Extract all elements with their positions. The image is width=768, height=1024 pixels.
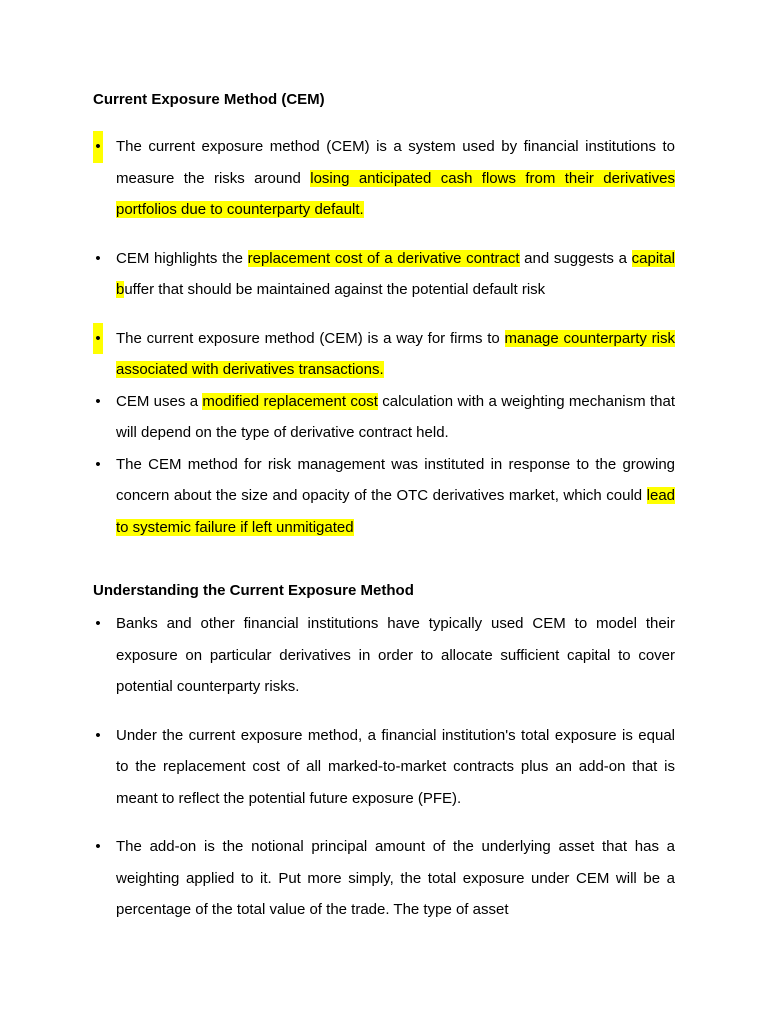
body-text: CEM highlights the (116, 249, 248, 267)
list-item (93, 386, 675, 449)
body-text: CEM uses a (116, 392, 203, 410)
bullet-icon: • (95, 392, 101, 410)
highlighted-text: replacement cost of a derivative contract (247, 249, 520, 267)
bullet-icon: • (95, 249, 101, 267)
section-heading-cem: Current Exposure Method (CEM) (93, 91, 325, 108)
highlighted-text: manage counterparty risk associated with derivatives transactions. (116, 329, 676, 378)
bullet-icon: • (95, 726, 101, 744)
body-text: calculation with a weighting mechanism that will depend on the type of derivative contract held. (116, 392, 675, 441)
bullet-icon: • (95, 615, 101, 632)
bullet-icon: • (95, 838, 101, 855)
body-text: Banks and other financial institutions have typically used CEM to model their exposure on particular derivatives in order to allocate sufficient capital to cover potential counterparty risks. (116, 615, 675, 695)
list-item (93, 323, 675, 386)
body-text: The add-on is the notional principal amount of the underlying asset that has a weighting applied to it. Put more simply, the total exposure under CEM will be a percentage of the total value of the trade. The type of asset (116, 838, 675, 918)
list-item (93, 449, 675, 544)
body-text: The current exposure method (CEM) is a system used by financial institutions to measure the risks around (116, 138, 675, 187)
bullet-list-understanding (93, 608, 675, 926)
body-text: The current exposure method (CEM) is a way for firms to (116, 329, 505, 347)
list-item (93, 720, 675, 815)
body-text: and suggests a (519, 249, 632, 267)
bullet-icon: • (93, 323, 103, 355)
highlighted-text: capital b (116, 249, 675, 298)
section-heading-understanding: Understanding the Current Exposure Method (93, 582, 414, 599)
list-item (93, 131, 675, 226)
highlighted-text: modified replacement cost (202, 392, 378, 410)
bullet-icon: • (93, 131, 103, 163)
body-text: The CEM method for risk management was instituted in response to the growing concern about the size and opacity of the OTC derivatives market, which could (116, 455, 675, 504)
bullet-icon: • (95, 455, 101, 473)
list-item (93, 243, 675, 306)
list-item (93, 608, 675, 703)
highlighted-text: lead to systemic failure if left unmitigated (116, 487, 675, 536)
bullet-list-cem (93, 131, 675, 543)
body-text: uffer that should be maintained against the potential default risk (124, 281, 546, 298)
highlighted-text: losing anticipated cash flows from their derivatives portfolios due to counterparty default. (116, 169, 675, 218)
list-item (93, 831, 675, 926)
body-text: Under the current exposure method, a financial institution's total exposure is equal to the replacement cost of all marked-to-market contracts plus an add-on that is meant to reflect the potential future exposure (PFE). (116, 726, 675, 807)
